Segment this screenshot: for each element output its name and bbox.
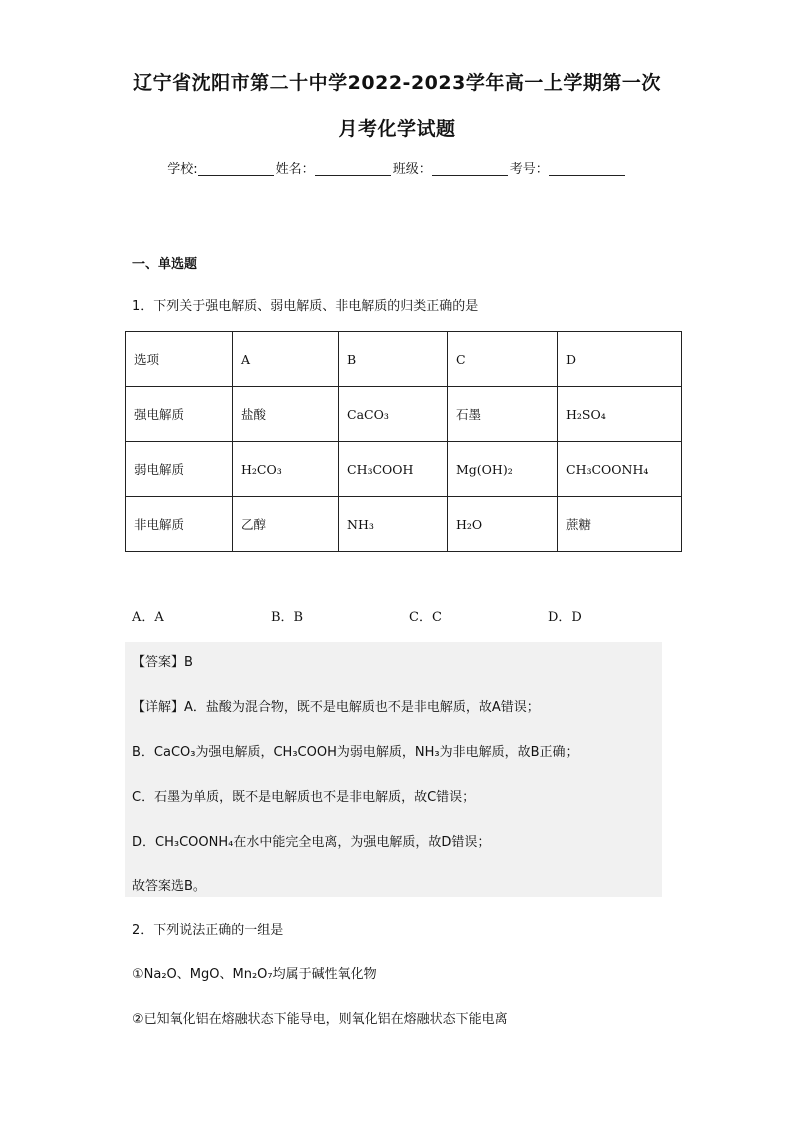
name-label: 姓名： [275, 162, 315, 177]
table-cell: 弱电解质 [126, 442, 233, 497]
table-cell: H₂CO₃ [233, 442, 339, 497]
table-cell: CH₃COOH [339, 442, 448, 497]
table-cell: CH₃COONH₄ [558, 442, 682, 497]
explanation-line: D．CH₃COONH₄在水中能完全电离，为强电解质，故D错误； [132, 835, 491, 850]
table-cell: NH₃ [339, 497, 448, 552]
table-cell: H₂O [448, 497, 558, 552]
explanation-line: 【详解】A．盐酸为混合物，既不是电解质也不是非电解质，故A错误； [132, 700, 540, 715]
explanation-line: C．石墨为单质，既不是电解质也不是非电解质，故C错误； [132, 790, 476, 805]
section-title: 一、单选题 [132, 257, 198, 272]
explanation-line: 故答案选B。 [132, 879, 206, 894]
table-cell: C [448, 332, 558, 387]
q1-stem: 1．下列关于强电解质、弱电解质、非电解质的归类正确的是 [132, 299, 479, 314]
q2-item: ②已知氧化铝在熔融状态下能导电，则氧化铝在熔融状态下能电离 [132, 1012, 508, 1027]
school-label: 学校: [167, 162, 198, 177]
table-cell: 石墨 [448, 387, 558, 442]
student-info-line [0, 158, 794, 177]
answer-box [125, 642, 662, 897]
table-cell: CaCO₃ [339, 387, 448, 442]
table-cell: D [558, 332, 682, 387]
q2-stem: 2．下列说法正确的一组是 [132, 923, 284, 938]
table-cell: 强电解质 [126, 387, 233, 442]
q2-item: ①Na₂O、MgO、Mn₂O₇均属于碱性氧化物 [132, 967, 377, 982]
table-row [126, 387, 682, 442]
id-label: 考号： [509, 162, 549, 177]
table-cell: H₂SO₄ [558, 387, 682, 442]
exam-title-line2: 月考化学试题 [338, 118, 456, 140]
class-label: 班级： [392, 162, 432, 177]
table-row [126, 442, 682, 497]
table-cell: A [233, 332, 339, 387]
school-blank[interactable] [198, 161, 274, 176]
table-row [126, 332, 682, 387]
q1-table [125, 331, 682, 552]
option-d[interactable]: D．D [548, 610, 582, 625]
option-c[interactable]: C．C [409, 610, 442, 625]
table-cell: 非电解质 [126, 497, 233, 552]
option-a[interactable]: A．A [132, 610, 164, 625]
table-cell: 蔗糖 [558, 497, 682, 552]
option-b[interactable]: B．B [271, 610, 304, 625]
table-cell: 盐酸 [233, 387, 339, 442]
id-blank[interactable] [549, 161, 625, 176]
table-cell: 选项 [126, 332, 233, 387]
table-row [126, 497, 682, 552]
explanation-line: B．CaCO₃为强电解质，CH₃COOH为弱电解质，NH₃为非电解质，故B正确； [132, 745, 579, 760]
table-cell: Mg(OH)₂ [448, 442, 558, 497]
name-blank[interactable] [315, 161, 391, 176]
answer-line: 【答案】B [132, 655, 193, 670]
table-cell: B [339, 332, 448, 387]
table-cell: 乙醇 [233, 497, 339, 552]
exam-title-line1: 辽宁省沈阳市第二十中学2022-2023学年高一上学期第一次 [133, 72, 661, 94]
class-blank[interactable] [432, 161, 508, 176]
